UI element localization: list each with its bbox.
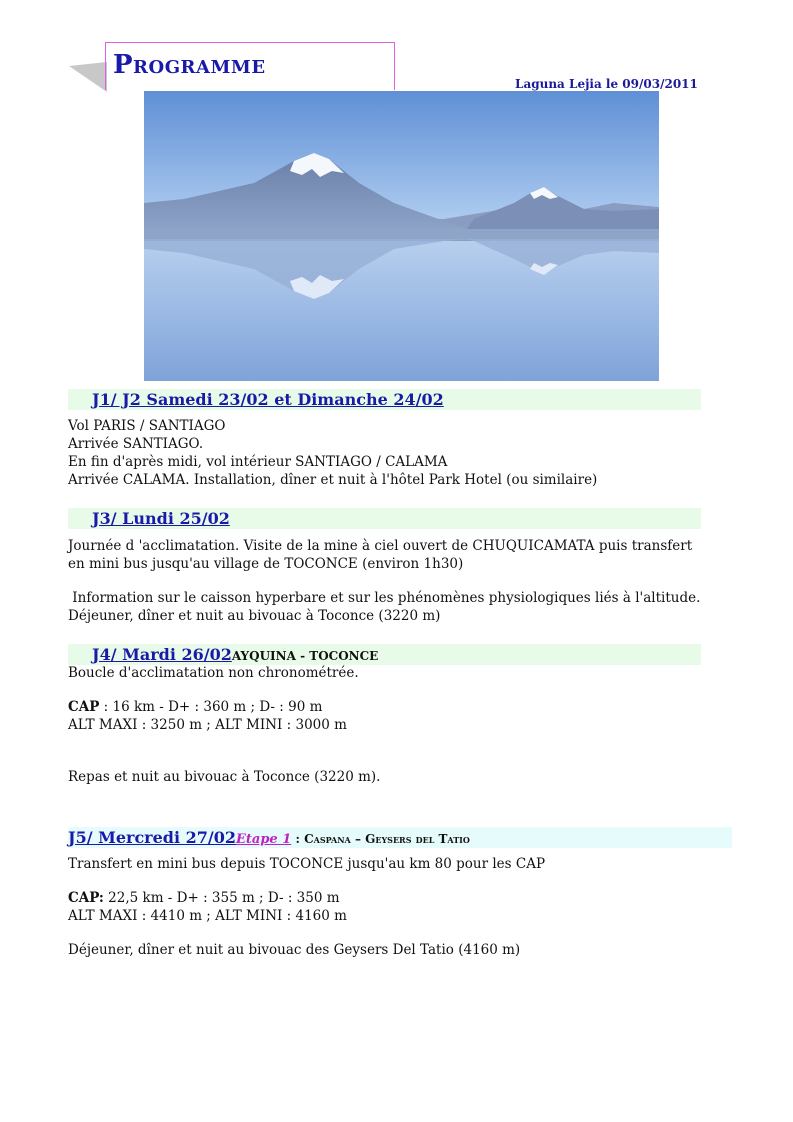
- body-line: Repas et nuit au bivouac à Toconce (3220 m).: [68, 769, 381, 785]
- body-line: Transfert en mini bus depuis TOCONCE jusqu'au km 80 pour les CAP: [68, 856, 546, 872]
- body-line: Déjeuner, dîner et nuit au bivouac des Geysers Del Tatio (4160 m): [68, 942, 521, 958]
- section-subtitle: : Caspana – Geysers del Tatio: [291, 832, 470, 846]
- cap-details: : 16 km - D+ : 360 m ; D- : 90 m: [99, 699, 323, 715]
- section-heading-j5: [68, 827, 732, 848]
- page-title: Programme: [113, 50, 266, 80]
- section-body-j3: [68, 537, 700, 625]
- cap-label: CAP: [68, 699, 100, 715]
- body-line: en mini bus jusqu'au village de TOCONCE (environ 1h30): [68, 556, 464, 572]
- landscape-photo: [144, 91, 659, 381]
- body-line: Vol PARIS / SANTIAGO: [68, 418, 226, 434]
- cap-label: CAP:: [68, 890, 104, 906]
- etape-label: Etape 1: [236, 832, 292, 847]
- section-heading-j4: [68, 644, 701, 665]
- photo-caption: Laguna Lejia le 09/03/2011: [515, 77, 698, 91]
- body-line: Information sur le caisson hyperbare et sur les phénomènes physiologiques liés à l'altitude.: [68, 590, 701, 606]
- section-subtitle: AYQUINA - TOCONCE: [231, 649, 379, 663]
- body-line: ALT MAXI : 3250 m ; ALT MINI : 3000 m: [68, 717, 347, 733]
- section-heading-j3: [68, 508, 701, 529]
- body-line: ALT MAXI : 4410 m ; ALT MINI : 4160 m: [68, 908, 347, 924]
- body-line: Journée d 'acclimatation. Visite de la mine à ciel ouvert de CHUQUICAMATA puis transfert: [68, 538, 693, 554]
- body-line: Déjeuner, dîner et nuit au bivouac à Toconce (3220 m): [68, 608, 441, 624]
- section-heading-text: J3/ Lundi 25/02: [92, 509, 230, 528]
- body-line-cap: [68, 889, 545, 907]
- cap-details: 22,5 km - D+ : 355 m ; D- : 350 m: [103, 890, 340, 906]
- body-line: Arrivée SANTIAGO.: [68, 436, 204, 452]
- section-heading-text: J5/ Mercredi 27/02: [68, 828, 236, 847]
- body-line-cap: [68, 698, 380, 716]
- body-line: Boucle d'acclimatation non chronométrée.: [68, 665, 359, 681]
- body-line: Arrivée CALAMA. Installation, dîner et nuit à l'hôtel Park Hotel (ou similaire): [68, 472, 598, 488]
- section-body-j1-j2: [68, 417, 597, 489]
- section-heading-text: J4/ Mardi 26/02: [92, 645, 232, 664]
- section-heading-j1-j2: [68, 389, 701, 410]
- decorative-triangle-icon: [69, 62, 109, 94]
- section-heading-text: J1/ J2 Samedi 23/02 et Dimanche 24/02: [92, 390, 444, 409]
- section-body-j4: [68, 664, 380, 786]
- body-line: En fin d'après midi, vol intérieur SANTIAGO / CALAMA: [68, 454, 448, 470]
- section-body-j5: [68, 855, 545, 959]
